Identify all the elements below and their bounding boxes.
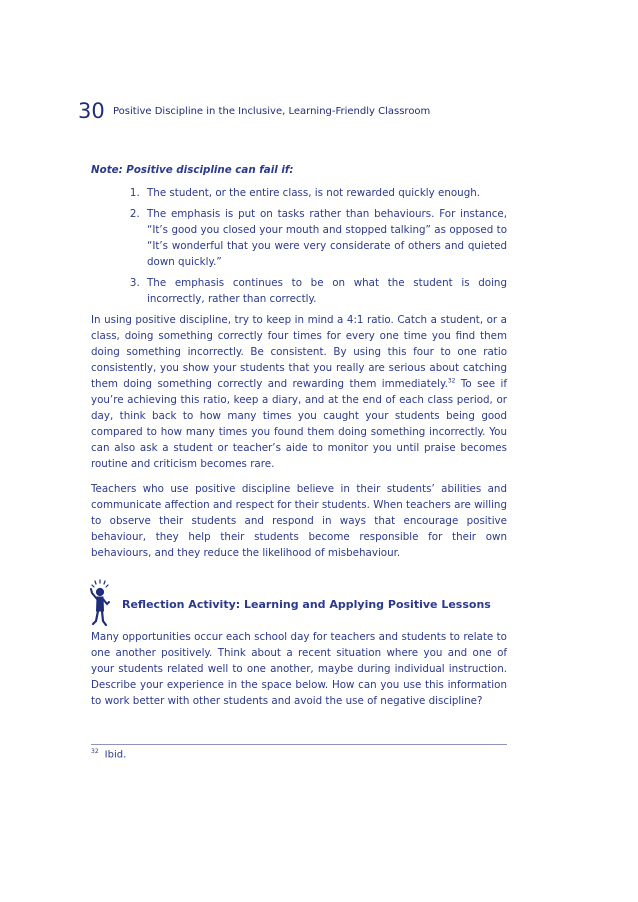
footnote-divider: [91, 744, 507, 745]
footnote: [91, 748, 126, 760]
ratio-text-before-ref: In using positive discipline, try to keep in mind a 4:1 ratio. Catch a student, or a class, doing something correctly four times for every one time you find them doing something incorrectly. Be consistent. By using this four to one ratio consistently, you show your students that you really are serious about catching them doing something correctly and rewarding them immediately.: [91, 314, 507, 390]
reflection-body: Many opportunities occur each school day for teachers and students to relate to one another positively. Think about a recent situation where you and one of your students related well to one another, maybe during individual instruction. Describe your experience in the space below. How can you use this information to work better with other students and avoid the use of negative discipline?: [91, 631, 507, 707]
list-item: 1. The student, or the entire class, is not rewarded quickly enough.: [143, 185, 507, 201]
footnote-reference: 32: [447, 377, 456, 385]
ratio-text-after-ref: To see if you’re achieving this ratio, keep a diary, and at the end of each class period, or day, think back to how many times you caught your students being good compared to how many times you found them doing something incorrectly. You can also ask a student or teacher’s aide to monitor you until praise becomes routine and criticism becomes rare.: [91, 378, 507, 470]
page-number: 30: [78, 99, 105, 123]
list-item: 3. The emphasis continues to be on what the student is doing incorrectly, rather than correctly.: [143, 275, 507, 307]
running-title: Positive Discipline in the Inclusive, Learning-Friendly Classroom: [113, 106, 431, 117]
reflection-heading: Reflection Activity: Learning and Applying Positive Lessons: [122, 598, 491, 611]
failure-list: [91, 185, 507, 307]
list-item: 2. The emphasis is put on tasks rather than behaviours. For instance, “It’s good you closed your mouth and stopped talking” as opposed to “It’s wonderful that you were very considerate of others and quieted down quickly.”: [143, 206, 507, 270]
page-content: [91, 162, 507, 709]
footnote-text: Ibid.: [104, 749, 127, 761]
teachers-paragraph: Teachers who use positive discipline believe in their students’ abilities and communicate affection and respect for their students. When teachers are willing to observe their students and respond in ways that encourage positive behaviour, they help their students become responsible for their own behaviours, and they reduce the likelihood of misbehaviour.: [91, 483, 507, 559]
note-title: Note: Positive discipline can fail if:: [91, 164, 294, 176]
thinking-person-icon: [89, 579, 111, 629]
reflection-header: [91, 579, 507, 629]
footnote-number: 32: [91, 748, 99, 755]
ratio-paragraph: [91, 312, 507, 472]
